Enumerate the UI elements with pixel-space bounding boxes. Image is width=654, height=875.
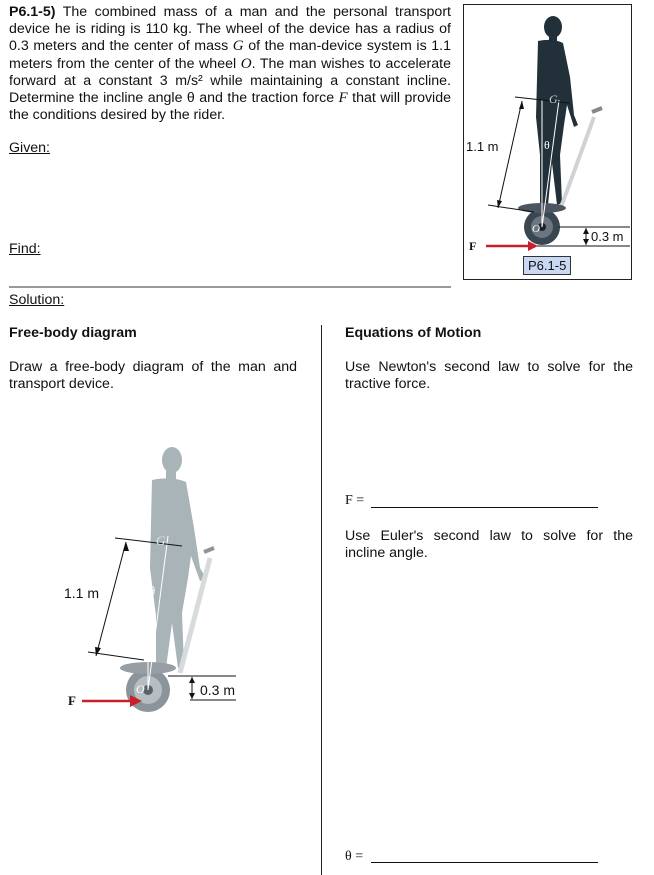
symbol-o: O xyxy=(240,55,252,72)
theta-answer-line[interactable] xyxy=(371,862,598,863)
figure-caption: P6.1-5 xyxy=(523,256,571,275)
section-divider xyxy=(9,286,451,288)
label-o: O xyxy=(532,223,540,235)
given-label: Given: xyxy=(9,140,51,156)
segway-rider-faded-illustration xyxy=(60,438,260,718)
fbd-dimension-length-label: 1.1 m xyxy=(64,585,100,601)
fbd-figure xyxy=(60,438,260,718)
fbd-force-arrow xyxy=(82,694,146,708)
dimension-radius-label: 0.3 m xyxy=(591,229,624,244)
fbd-label-f: F xyxy=(68,693,76,708)
solution-label: Solution: xyxy=(9,292,65,308)
symbol-f: F xyxy=(338,90,348,107)
fbd-label-theta: θ xyxy=(149,583,156,598)
problem-text-4: that will provide the conditions desired by the rider. xyxy=(9,90,451,124)
column-divider xyxy=(321,325,322,875)
label-theta: θ xyxy=(544,138,550,152)
newton-instruction: Use Newton's second law to solve for the tractive force. xyxy=(345,359,633,393)
label-g: G xyxy=(549,92,558,106)
dimension-length-label: 1.1 m xyxy=(466,139,499,154)
f-equation-label: F = xyxy=(345,493,365,508)
problem-text-1: The combined mass of a man and the personal transport device he is riding is 110 kg. The wheel of the device has a radius of 0.3 meters and the center of mass xyxy=(9,4,451,55)
find-label: Find: xyxy=(9,241,41,257)
problem-text-3: . The man wishes to accelerate forward at a constant 3 m/s² while maintaining a constant incline. Determine the incline angle θ and the traction force xyxy=(9,55,451,107)
theta-equation-label: θ = xyxy=(345,849,364,864)
problem-statement xyxy=(9,4,451,124)
fbd-instruction: Draw a free-body diagram of the man and transport device. xyxy=(9,359,297,393)
problem-id: P6.1-5) xyxy=(9,4,56,20)
problem-text-2: of the man-device system is 1.1 meters from the center of the wheel xyxy=(9,38,451,72)
fbd-label-o: O xyxy=(136,682,145,696)
euler-instruction: Use Euler's second law to solve for the incline angle. xyxy=(345,528,633,562)
f-answer-line[interactable] xyxy=(371,507,598,508)
label-f: F xyxy=(469,239,477,253)
symbol-g: G xyxy=(232,38,244,55)
fbd-label-g: G xyxy=(156,533,166,548)
fbd-heading: Free-body diagram xyxy=(9,325,137,341)
eom-heading: Equations of Motion xyxy=(345,325,482,341)
fbd-dimension-radius-label: 0.3 m xyxy=(200,682,236,698)
problem-figure xyxy=(463,4,632,280)
